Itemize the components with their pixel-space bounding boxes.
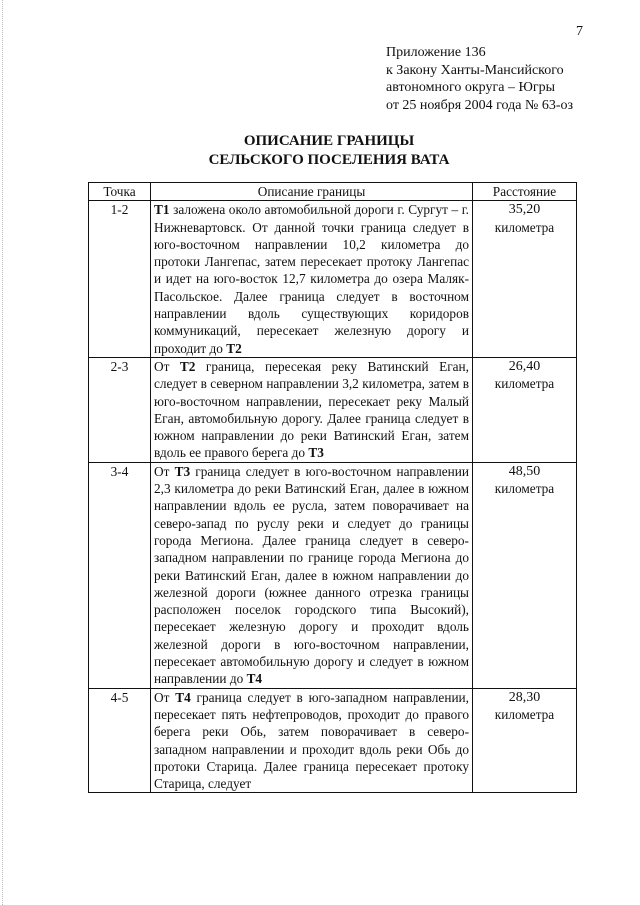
row-point: 3-4 <box>89 462 151 688</box>
start-point-label: Т2 <box>179 358 196 374</box>
description-text: граница следует в юго-западном направлении, пересекает пять нефтепроводов, проходит до правого берега реки Обь, затем поворачивает в северо-западном направлении и проходит вдоль реки Обь до протоки Старица. Далее граница пересекает протоку Старица, следует <box>154 689 469 792</box>
description-prefix: От <box>154 358 180 374</box>
description-text: заложена около автомобильной дороги г. Сургут – г. Нижневартовск. От данной точки граница следует в юго-восточном направлении 10,2 километра до протоки Лангепас, затем пересекает протоку Лангепас и идет на юго-восток 12,7 километра до озера Маляк-Пасольское. Далее граница следует в восточном направлении вдоль существующих коридоров коммуникаций, пересекает железную дорогу и проходит до <box>154 202 469 356</box>
appendix-line-4: от 25 ноября 2004 года № 63-оз <box>386 97 574 113</box>
distance-unit: километра <box>494 481 555 497</box>
appendix-line-2: к Закону Ханты-Мансийского <box>386 62 564 78</box>
description-prefix: От <box>154 463 175 479</box>
table-row <box>89 201 577 358</box>
table-row <box>89 462 577 688</box>
end-point-label: Т4 <box>246 671 263 687</box>
distance-value: 35,20 <box>508 202 541 218</box>
header-distance: Расстояние <box>473 183 577 201</box>
row-description <box>151 357 473 462</box>
appendix-line-3: автономного округа – Югры <box>386 80 555 95</box>
row-description <box>151 688 473 793</box>
title-line-2: СЕЛЬСКОГО ПОСЕЛЕНИЯ ВАТА <box>208 152 450 168</box>
header-point: Точка <box>89 183 151 201</box>
distance-value: 26,40 <box>508 358 541 374</box>
title-line-1: ОПИСАНИЕ ГРАНИЦЫ <box>243 133 415 149</box>
table-header-row <box>89 183 577 201</box>
row-point: 1-2 <box>89 201 151 358</box>
distance-unit: километра <box>494 376 555 392</box>
start-point-label: Т3 <box>174 463 191 479</box>
distance-unit: километра <box>494 219 555 235</box>
page-number: 7 <box>576 24 583 39</box>
row-distance <box>473 688 577 793</box>
table-row <box>89 688 577 793</box>
end-point-label: Т2 <box>226 340 242 356</box>
appendix-block <box>386 44 573 114</box>
start-point-label: Т4 <box>175 689 191 705</box>
row-description <box>151 462 473 688</box>
start-point-label: Т1 <box>154 202 170 218</box>
distance-value: 48,50 <box>508 463 541 479</box>
row-distance <box>473 357 577 462</box>
description-prefix: От <box>154 689 176 705</box>
description-text: граница, пересекая реку Ватинский Еган, следует в северном направлении 3,2 километра, затем в юго-восточном направлении, пересекает реку Малый Еган, автомобильную дорогу. Далее граница следует в южном направлении до реки Ватинский Еган, затем вдоль ее правого берега до <box>154 358 469 461</box>
row-description <box>151 201 473 358</box>
table-row <box>89 357 577 462</box>
document-title <box>0 132 640 170</box>
boundary-table <box>88 182 577 793</box>
distance-unit: километра <box>494 706 555 722</box>
description-text: граница следует в юго-восточном направлении 2,3 километра до реки Ватинский Еган, далее в южном направлении вдоль ее русла, затем поворачивает на северо-запад по руслу реки и следует до границы города Мегиона. Далее граница следует в северо-западном направлении по границе города Мегиона до реки Ватинский Еган, далее в южном направлении до железной дороги (южнее данного отрезка границы расположен поселок городского типа Высокий), пересекает железную дорогу и проходит вдоль железной дороги в юго-восточном направлении, пересекает автомобильную дорогу и следует в южном направлении до <box>154 463 469 687</box>
row-point: 4-5 <box>89 688 151 793</box>
appendix-line-1: Приложение 136 <box>386 45 486 60</box>
row-distance <box>473 462 577 688</box>
header-description: Описание границы <box>151 183 473 201</box>
row-point: 2-3 <box>89 357 151 462</box>
end-point-label: Т3 <box>308 445 324 461</box>
distance-value: 28,30 <box>508 689 541 705</box>
row-distance <box>473 201 577 358</box>
